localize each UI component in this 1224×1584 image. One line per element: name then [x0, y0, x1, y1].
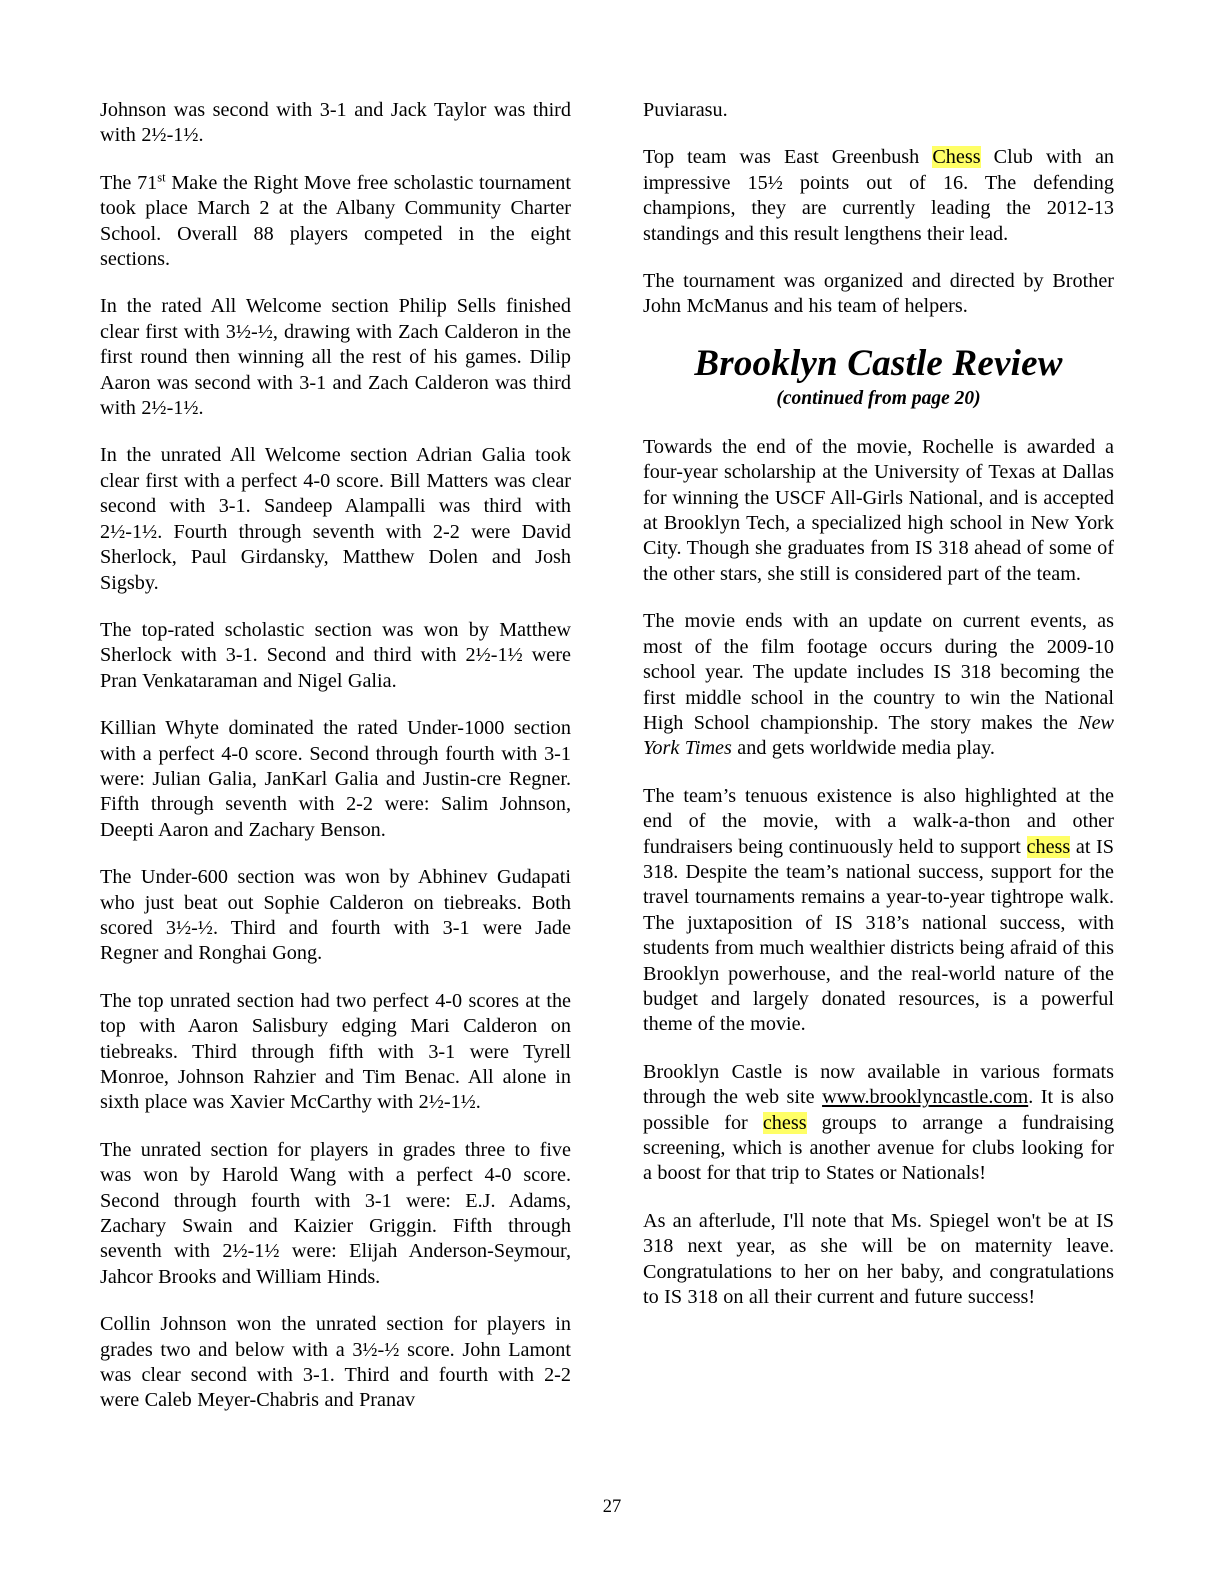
- highlighted-term-chess: Chess: [932, 146, 981, 169]
- paragraph-under-1000: Killian Whyte dominated the rated Under-1000 section with a perfect 4-0 score. Second through fourth with 3-1 were: Julian Galia, JanKarl Galia and Justin-cre Regner. Fifth through seventh with 2-2 were: Salim Johnson, Deepti Aaron and Zachary Benson.: [100, 717, 571, 841]
- paragraph-text-between-link-and-highlight: . It is also possible for: [643, 1086, 1114, 1134]
- ordinal-suffix-superscript: st: [157, 170, 166, 185]
- paragraph-text-after-highlight: Club with an impressive 15½ points out of 16. The defending champions, they are currently leading the 2012-13 standings and this result lengthens their lead.: [643, 146, 1114, 245]
- paragraph-text-after-highlight: at IS 318. Despite the team’s national success, support for the travel tournaments remains a year-to-year tightrope walk. The juxtaposition of IS 318’s national success, with students from much wealthier districts being afraid of this Brooklyn powerhouse, and the real-world nature of the budget and largely donated resources, is a powerful theme of the movie.: [643, 835, 1114, 1036]
- paragraph-text-after-superscript: Make the Right Move free scholastic tournament took place March 2 at the Albany Community Charter School. Overall 88 players competed in the eight sections.: [100, 171, 571, 271]
- paragraph-under-600: The Under-600 section was won by Abhinev Gudapati who just beat out Sophie Calderon on tiebreaks. Both scored 3½-½. Third and fourth with 3-1 were Jade Regner and Ronghai Gong.: [100, 866, 571, 965]
- paragraph-top-team: [643, 145, 1114, 247]
- paragraph-afterlude-spiegel: As an afterlude, I'll note that Ms. Spiegel won't be at IS 318 next year, as she will be on maternity leave. Congratulations to her on her baby, and congratulations to IS 318 on all their current and future success!: [643, 1209, 1114, 1309]
- paragraph-grades-three-to-five: The unrated section for players in grades three to five was won by Harold Wang with a perfect 4-0 score. Second through fourth with 3-1 were: E.J. Adams, Zachary Swain and Kaizier Griggin. Fifth through seventh with 2½-1½ were: Elijah Anderson-Seymour, Jahcor Brooks and William Hinds.: [100, 1138, 571, 1288]
- paragraph-text-before-link: Brooklyn Castle is now available in various formats through the web site: [643, 1060, 1114, 1109]
- highlighted-term-chess: chess: [1026, 835, 1071, 858]
- highlighted-term-chess: chess: [762, 1111, 807, 1134]
- paragraph-movie-ends: [643, 609, 1114, 761]
- paragraph-grades-two-and-below: Collin Johnson won the unrated section for players in grades two and below with a 3½-½ score. John Lamont was clear second with 3-1. Third and fourth with 2-2 were Caleb Meyer-Chabris and Pranav: [100, 1313, 571, 1412]
- website-link-brooklyncastle[interactable]: www.brooklyncastle.com: [822, 1086, 1029, 1109]
- paragraph-continuation-puviarasu: Puviarasu.: [643, 99, 728, 121]
- paragraph-johnson-second: Johnson was second with 3-1 and Jack Taylor was third with 2½-1½.: [100, 99, 571, 147]
- two-column-body: [100, 98, 1114, 1458]
- paragraph-top-unrated: The top unrated section had two perfect 4-0 scores at the top with Aaron Salisbury edging Mari Calderon on tiebreaks. Third through fifth with 3-1 were Tyrell Monroe, Johnson Rahzier and Tim Benac. All alone in sixth place was Xavier McCarthy with 2½-1½.: [100, 989, 571, 1114]
- publication-title-new-york-times: New York Times: [643, 711, 1114, 760]
- paragraph-unrated-all-welcome: In the unrated All Welcome section Adrian Galia took clear first with a perfect 4-0 score. Bill Matters was clear second with 3-1. Sandeep Alampalli was third with 2½-1½. Fourth through seventh with 2-2 were David Sherlock, Paul Girdansky, Matthew Dolen and Josh Sigsby.: [100, 444, 571, 594]
- paragraph-top-rated-scholastic: The top-rated scholastic section was won by Matthew Sherlock with 3-1. Second and third with 2½-1½ were Pran Venkataraman and Nigel Galia.: [100, 618, 571, 692]
- article-subtitle-continued-from: (continued from page 20): [776, 387, 981, 409]
- paragraph-available-formats: [643, 1060, 1114, 1187]
- paragraph-text-after-italic: and gets worldwide media play.: [731, 737, 995, 760]
- paragraph-text-before-highlight: Top team was East Greenbush: [643, 146, 933, 169]
- paragraph-text-before-italic: The movie ends with an update on current events, as most of the film footage occurs during the 2009-10 school year. The update includes IS 318 becoming the first middle school in the country to win the National High School championship. The story makes the: [643, 610, 1114, 734]
- article-title: Brooklyn Castle Review: [694, 342, 1063, 384]
- left-column: [100, 98, 571, 1414]
- paragraph-rochelle-scholarship: Towards the end of the movie, Rochelle is awarded a four-year scholarship at the University of Texas at Dallas for winning the USCF All-Girls National, and is accepted at Brooklyn Tech, a specialized high school in New York City. Though she graduates from IS 318 ahead of some of the other stars, she still is considered part of the team.: [643, 435, 1114, 585]
- paragraph-tenuous-existence: [643, 784, 1114, 1038]
- paragraph-text-after-highlight: groups to arrange a fundraising screening, which is another avenue for clubs looking for a boost for that trip to States or Nationals!: [643, 1111, 1114, 1185]
- paragraph-text-before-superscript: The 71: [100, 171, 158, 194]
- right-column: [643, 98, 1114, 1310]
- paragraph-71st-make-the-right-move: [100, 171, 571, 273]
- page-number: 27: [602, 1497, 622, 1517]
- paragraph-text-before-highlight: The team’s tenuous existence is also highlighted at the end of the movie, with a walk-a-thon and other fundraisers being continuously held to support: [643, 784, 1114, 858]
- paragraph-tournament-organized: The tournament was organized and directed by Brother John McManus and his team of helpers.: [643, 270, 1114, 318]
- paragraph-rated-all-welcome: In the rated All Welcome section Philip Sells finished clear first with 3½-½, drawing with Zach Calderon in the first round then winning all the rest of his games. Dilip Aaron was second with 3-1 and Zach Calderon was third with 2½-1½.: [100, 295, 571, 420]
